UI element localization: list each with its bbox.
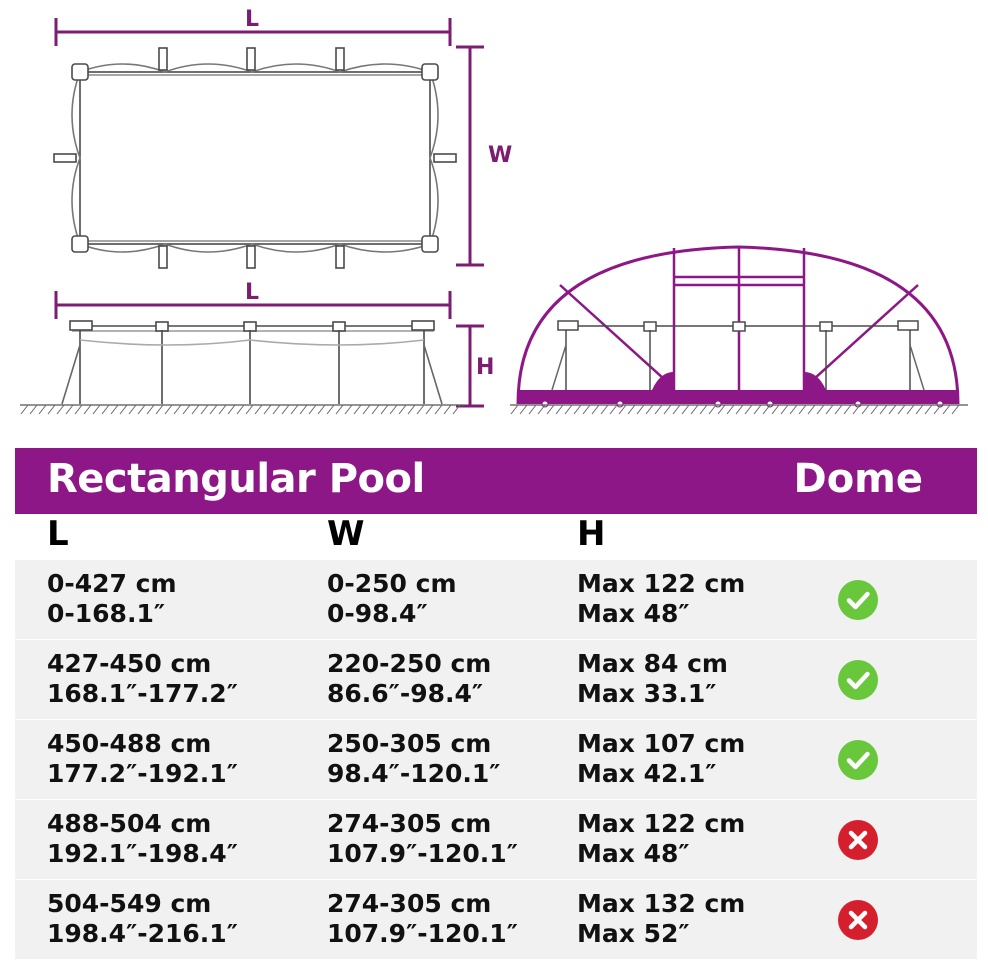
ground-hatch-mark xyxy=(417,405,424,414)
table-row xyxy=(15,640,977,719)
ground-hatch-mark xyxy=(565,405,572,414)
dome-header: Dome xyxy=(793,456,923,502)
ground-hatch-mark xyxy=(381,405,388,414)
height-cell: Max 122 cm Max 48″ xyxy=(577,569,746,628)
ground-hatch-mark xyxy=(246,405,253,414)
ground-hatch-right xyxy=(511,405,959,414)
ground-hatch-mark xyxy=(84,405,91,414)
ground-hatch-mark xyxy=(201,405,208,414)
ground-hatch-mark xyxy=(709,405,716,414)
table-row xyxy=(15,720,977,799)
ground-hatch-mark xyxy=(871,405,878,414)
ground-hatch-mark xyxy=(354,405,361,414)
ground-hatch-mark xyxy=(309,405,316,414)
table-title: Rectangular Pool xyxy=(47,456,425,502)
ground-hatch-mark xyxy=(727,405,734,414)
width-cell: 274-305 cm 107.9″-120.1″ xyxy=(327,809,518,868)
table-row xyxy=(15,800,977,879)
ground-hatch-mark xyxy=(255,405,262,414)
top-width-dimension xyxy=(456,47,484,265)
ground-hatch-mark xyxy=(192,405,199,414)
ground-hatch-mark xyxy=(435,405,442,414)
ground-hatch-mark xyxy=(529,405,536,414)
ground-hatch-mark xyxy=(147,405,154,414)
ground-hatch-mark xyxy=(327,405,334,414)
width-cell: 220-250 cm 86.6″-98.4″ xyxy=(327,649,492,708)
height-cell: Max 132 cm Max 52″ xyxy=(577,889,746,948)
top-width-label: W xyxy=(488,143,513,168)
ground-hatch-mark xyxy=(219,405,226,414)
ground-hatch-mark xyxy=(30,405,37,414)
table-header-banner xyxy=(15,448,977,514)
ground-hatch-mark xyxy=(547,405,554,414)
length-cell: 427-450 cm 168.1″-177.2″ xyxy=(47,649,238,708)
ground-hatch-mark xyxy=(210,405,217,414)
ground-hatch-mark xyxy=(817,405,824,414)
ground-hatch-mark xyxy=(736,405,743,414)
ground-hatch-mark xyxy=(183,405,190,414)
ground-hatch-mark xyxy=(444,405,451,414)
length-cell: 488-504 cm 192.1″-198.4″ xyxy=(47,809,238,868)
column-header-l: L xyxy=(47,514,69,554)
pool-side-view xyxy=(62,321,442,404)
ground-hatch-mark xyxy=(583,405,590,414)
ground-hatch-mark xyxy=(174,405,181,414)
height-cell: Max 84 cm Max 33.1″ xyxy=(577,649,728,708)
ground-hatch-left xyxy=(21,405,460,414)
ground-hatch-mark xyxy=(399,405,406,414)
table-row xyxy=(15,560,977,639)
column-header-w: W xyxy=(327,514,365,554)
ground-hatch-mark xyxy=(907,405,914,414)
ground-hatch-mark xyxy=(889,405,896,414)
ground-hatch-mark xyxy=(120,405,127,414)
check-icon xyxy=(838,580,878,620)
dome-view xyxy=(518,247,958,407)
ground-hatch-mark xyxy=(772,405,779,414)
ground-hatch-mark xyxy=(826,405,833,414)
ground-hatch-mark xyxy=(601,405,608,414)
length-cell: 0-427 cm 0-168.1″ xyxy=(47,569,177,628)
side-length-label: L xyxy=(244,280,260,305)
ground-hatch-mark xyxy=(745,405,752,414)
ground-hatch-mark xyxy=(111,405,118,414)
ground-hatch-mark xyxy=(39,405,46,414)
ground-hatch-mark xyxy=(21,405,28,414)
ground-hatch-mark xyxy=(363,405,370,414)
ground-hatch-mark xyxy=(57,405,64,414)
ground-hatch-mark xyxy=(66,405,73,414)
ground-hatch-mark xyxy=(372,405,379,414)
ground-hatch-mark xyxy=(925,405,932,414)
ground-hatch-mark xyxy=(345,405,352,414)
ground-hatch-mark xyxy=(790,405,797,414)
ground-hatch-mark xyxy=(336,405,343,414)
cross-icon xyxy=(838,820,878,860)
ground-hatch-mark xyxy=(291,405,298,414)
ground-hatch-mark xyxy=(898,405,905,414)
ground-hatch-mark xyxy=(156,405,163,414)
side-height-label: H xyxy=(476,355,495,380)
ground-hatch-mark xyxy=(754,405,761,414)
ground-hatch-mark xyxy=(390,405,397,414)
ground-hatch-mark xyxy=(426,405,433,414)
ground-hatch-mark xyxy=(318,405,325,414)
height-cell: Max 122 cm Max 48″ xyxy=(577,809,746,868)
ground-hatch-mark xyxy=(93,405,100,414)
length-cell: 450-488 cm 177.2″-192.1″ xyxy=(47,729,238,788)
ground-hatch-mark xyxy=(835,405,842,414)
cross-icon xyxy=(838,900,878,940)
ground-hatch-mark xyxy=(799,405,806,414)
ground-hatch-mark xyxy=(808,405,815,414)
height-cell: Max 107 cm Max 42.1″ xyxy=(577,729,746,788)
ground-hatch-mark xyxy=(952,405,959,414)
ground-hatch-mark xyxy=(264,405,271,414)
ground-hatch-mark xyxy=(556,405,563,414)
ground-hatch-mark xyxy=(48,405,55,414)
ground-hatch-mark xyxy=(138,405,145,414)
check-icon xyxy=(838,660,878,700)
ground-hatch-mark xyxy=(916,405,923,414)
ground-hatch-mark xyxy=(237,405,244,414)
ground-hatch-mark xyxy=(700,405,707,414)
ground-hatch-mark xyxy=(637,405,644,414)
ground-hatch-mark xyxy=(610,405,617,414)
ground-hatch-mark xyxy=(691,405,698,414)
pool-diagram xyxy=(0,0,988,440)
ground-hatch-mark xyxy=(538,405,545,414)
ground-hatch-mark xyxy=(673,405,680,414)
ground-hatch-mark xyxy=(682,405,689,414)
ground-hatch-mark xyxy=(592,405,599,414)
ground-hatch-mark xyxy=(273,405,280,414)
width-cell: 274-305 cm 107.9″-120.1″ xyxy=(327,889,518,948)
ground-hatch-mark xyxy=(862,405,869,414)
ground-hatch-mark xyxy=(511,405,518,414)
check-icon xyxy=(838,740,878,780)
ground-hatch-mark xyxy=(628,405,635,414)
ground-hatch-mark xyxy=(520,405,527,414)
ground-hatch-mark xyxy=(282,405,289,414)
ground-hatch-mark xyxy=(228,405,235,414)
ground-hatch-mark xyxy=(844,405,851,414)
ground-hatch-mark xyxy=(102,405,109,414)
width-cell: 250-305 cm 98.4″-120.1″ xyxy=(327,729,501,788)
ground-hatch-mark xyxy=(574,405,581,414)
ground-hatch-mark xyxy=(880,405,887,414)
pool-top-view xyxy=(54,48,456,268)
ground-hatch-mark xyxy=(129,405,136,414)
ground-hatch-mark xyxy=(664,405,671,414)
ground-hatch-mark xyxy=(165,405,172,414)
ground-hatch-mark xyxy=(943,405,950,414)
ground-hatch-mark xyxy=(408,405,415,414)
column-header-h: H xyxy=(577,514,606,554)
ground-hatch-mark xyxy=(75,405,82,414)
length-cell: 504-549 cm 198.4″-216.1″ xyxy=(47,889,238,948)
ground-hatch-mark xyxy=(300,405,307,414)
table-row xyxy=(15,880,977,959)
ground-hatch-mark xyxy=(763,405,770,414)
ground-hatch-mark xyxy=(781,405,788,414)
top-length-label: L xyxy=(244,7,260,32)
width-cell: 0-250 cm 0-98.4″ xyxy=(327,569,457,628)
ground-hatch-mark xyxy=(655,405,662,414)
ground-hatch-mark xyxy=(646,405,653,414)
